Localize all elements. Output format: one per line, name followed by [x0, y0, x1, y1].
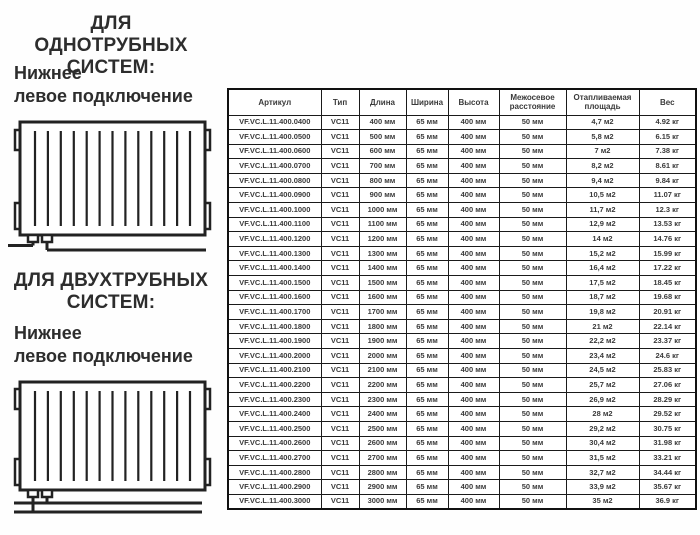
table-cell: 50 мм — [499, 203, 566, 218]
table-cell: VC11 — [321, 232, 359, 247]
table-cell: VC11 — [321, 363, 359, 378]
table-cell: 900 мм — [359, 188, 406, 203]
table-cell: 65 мм — [406, 188, 448, 203]
col-header-width: Ширина — [406, 89, 448, 115]
table-cell: 65 мм — [406, 363, 448, 378]
table-cell: VF.VC.L.11.400.2400 — [228, 407, 321, 422]
stub-left — [28, 235, 38, 242]
table-cell: 400 мм — [448, 451, 499, 466]
table-cell: 22,2 м2 — [566, 334, 639, 349]
table-cell: 50 мм — [499, 188, 566, 203]
table-cell: 23,4 м2 — [566, 349, 639, 364]
table-cell: 12,9 м2 — [566, 217, 639, 232]
table-cell: 65 мм — [406, 203, 448, 218]
table-cell: VC11 — [321, 203, 359, 218]
table-cell: 400 мм — [448, 305, 499, 320]
section2-title-line1: ДЛЯ ДВУХТРУБНЫХ — [13, 270, 209, 291]
table-cell: 400 мм — [448, 217, 499, 232]
section1-title-line2: СИСТЕМ: — [66, 57, 156, 78]
table-cell: 7 м2 — [566, 144, 639, 159]
table-cell: 15,2 м2 — [566, 246, 639, 261]
table-cell: 65 мм — [406, 494, 448, 509]
table-cell: VC11 — [321, 392, 359, 407]
table-cell: VF.VC.L.11.400.0400 — [228, 115, 321, 130]
section2-subtitle-line2: левое подключение — [14, 346, 193, 366]
table-cell: 9.84 кг — [639, 173, 696, 188]
table-cell: 50 мм — [499, 378, 566, 393]
table-cell: 25.83 кг — [639, 363, 696, 378]
table-row — [228, 276, 696, 291]
table-cell: 1600 мм — [359, 290, 406, 305]
table-cell: 400 мм — [448, 363, 499, 378]
table-cell: 50 мм — [499, 319, 566, 334]
table-cell: 400 мм — [448, 246, 499, 261]
table-cell: 65 мм — [406, 421, 448, 436]
table-cell: VF.VC.L.11.400.2100 — [228, 363, 321, 378]
table-cell: VC11 — [321, 130, 359, 145]
table-cell: VC11 — [321, 421, 359, 436]
table-cell: 400 мм — [448, 319, 499, 334]
table-cell: 50 мм — [499, 130, 566, 145]
table-cell: VC11 — [321, 217, 359, 232]
table-cell: 65 мм — [406, 217, 448, 232]
table-row — [228, 378, 696, 393]
table-cell: 65 мм — [406, 173, 448, 188]
table-cell: 2400 мм — [359, 407, 406, 422]
table-row — [228, 363, 696, 378]
table-cell: 65 мм — [406, 349, 448, 364]
table-cell: 65 мм — [406, 334, 448, 349]
table-cell: 65 мм — [406, 392, 448, 407]
table-cell: 1500 мм — [359, 276, 406, 291]
table-cell: 50 мм — [499, 421, 566, 436]
table-row — [228, 115, 696, 130]
table-cell: 13.53 кг — [639, 217, 696, 232]
table-cell: VF.VC.L.11.400.1000 — [228, 203, 321, 218]
table-cell: 5,8 м2 — [566, 130, 639, 145]
table-cell: VF.VC.L.11.400.2200 — [228, 378, 321, 393]
table-cell: 400 мм — [448, 232, 499, 247]
table-row — [228, 290, 696, 305]
table-cell: 2300 мм — [359, 392, 406, 407]
table-cell: 14 м2 — [566, 232, 639, 247]
section1-subtitle-line2: левое подключение — [14, 86, 193, 106]
table-cell: VC11 — [321, 173, 359, 188]
table-cell: 31,5 м2 — [566, 451, 639, 466]
table-cell: 12.3 кг — [639, 203, 696, 218]
table-cell: 65 мм — [406, 290, 448, 305]
table-cell: 50 мм — [499, 407, 566, 422]
col-header-weight: Вес — [639, 89, 696, 115]
table-cell: 50 мм — [499, 465, 566, 480]
table-cell: 50 мм — [499, 480, 566, 495]
table-cell: 50 мм — [499, 261, 566, 276]
table-cell: VF.VC.L.11.400.0600 — [228, 144, 321, 159]
table-cell: 1400 мм — [359, 261, 406, 276]
table-cell: 400 мм — [448, 261, 499, 276]
table-cell: 400 мм — [448, 130, 499, 145]
table-cell: 800 мм — [359, 173, 406, 188]
table-cell: 1000 мм — [359, 203, 406, 218]
table-cell: 1100 мм — [359, 217, 406, 232]
spec-table — [227, 88, 697, 510]
table-cell: VF.VC.L.11.400.0800 — [228, 173, 321, 188]
table-cell: VF.VC.L.11.400.1200 — [228, 232, 321, 247]
table-cell: VF.VC.L.11.400.1500 — [228, 276, 321, 291]
table-cell: 50 мм — [499, 436, 566, 451]
table-row — [228, 334, 696, 349]
table-cell: 50 мм — [499, 115, 566, 130]
table-cell: 400 мм — [448, 276, 499, 291]
table-cell: 2500 мм — [359, 421, 406, 436]
table-cell: VF.VC.L.11.400.1700 — [228, 305, 321, 320]
table-cell: VF.VC.L.11.400.2500 — [228, 421, 321, 436]
table-cell: 50 мм — [499, 363, 566, 378]
table-header-row — [228, 89, 696, 115]
table-cell: VF.VC.L.11.400.1400 — [228, 261, 321, 276]
table-cell: 36.9 кг — [639, 494, 696, 509]
col-header-article: Артикул — [228, 89, 321, 115]
radiator-diagram-single-pipe — [6, 114, 216, 256]
two-pipe-lines — [14, 497, 202, 512]
table-row — [228, 494, 696, 509]
table-cell: VC11 — [321, 144, 359, 159]
table-cell: 8,2 м2 — [566, 159, 639, 174]
table-cell: VF.VC.L.11.400.2300 — [228, 392, 321, 407]
table-cell: 19.68 кг — [639, 290, 696, 305]
table-cell: 50 мм — [499, 173, 566, 188]
table-cell: 50 мм — [499, 305, 566, 320]
table-cell: VF.VC.L.11.400.2000 — [228, 349, 321, 364]
table-cell: 50 мм — [499, 392, 566, 407]
table-cell: VF.VC.L.11.400.1300 — [228, 246, 321, 261]
table-cell: VF.VC.L.11.400.0500 — [228, 130, 321, 145]
section1-subtitle — [14, 62, 219, 108]
table-cell: 17.22 кг — [639, 261, 696, 276]
table-row — [228, 203, 696, 218]
table-body — [228, 115, 696, 509]
table-cell: 400 мм — [448, 407, 499, 422]
table-row — [228, 232, 696, 247]
table-cell: 21 м2 — [566, 319, 639, 334]
table-row — [228, 421, 696, 436]
table-cell: VC11 — [321, 480, 359, 495]
table-cell: 26,9 м2 — [566, 392, 639, 407]
table-cell: VC11 — [321, 378, 359, 393]
table-cell: 10,5 м2 — [566, 188, 639, 203]
table-row — [228, 159, 696, 174]
table-cell: VC11 — [321, 451, 359, 466]
section2-subtitle-line1: Нижнее — [14, 323, 82, 343]
table-cell: 65 мм — [406, 159, 448, 174]
table-cell: 700 мм — [359, 159, 406, 174]
table-cell: 2900 мм — [359, 480, 406, 495]
table-cell: 400 мм — [448, 334, 499, 349]
table-cell: 600 мм — [359, 144, 406, 159]
table-cell: 65 мм — [406, 232, 448, 247]
table-cell: 65 мм — [406, 436, 448, 451]
table-cell: 50 мм — [499, 159, 566, 174]
table-cell: VC11 — [321, 115, 359, 130]
col-header-type: Тип — [321, 89, 359, 115]
section1-subtitle-line1: Нижнее — [14, 63, 82, 83]
table-cell: 400 мм — [448, 173, 499, 188]
table-cell: VF.VC.L.11.400.1100 — [228, 217, 321, 232]
table-cell: 18.45 кг — [639, 276, 696, 291]
table-cell: 11,7 м2 — [566, 203, 639, 218]
table-cell: 1300 мм — [359, 246, 406, 261]
table-cell: 400 мм — [448, 421, 499, 436]
table-cell: 34.44 кг — [639, 465, 696, 480]
table-cell: 400 мм — [448, 144, 499, 159]
table-cell: 1700 мм — [359, 305, 406, 320]
table-cell: 33.21 кг — [639, 451, 696, 466]
stub-right — [42, 235, 52, 242]
table-row — [228, 130, 696, 145]
table-cell: 6.15 кг — [639, 130, 696, 145]
table-cell: VC11 — [321, 465, 359, 480]
table-row — [228, 217, 696, 232]
table-cell: 35.67 кг — [639, 480, 696, 495]
table-cell: 28.29 кг — [639, 392, 696, 407]
table-cell: 29.52 кг — [639, 407, 696, 422]
table-cell: 1900 мм — [359, 334, 406, 349]
table-cell: 65 мм — [406, 261, 448, 276]
table-cell: 65 мм — [406, 144, 448, 159]
table-cell: VC11 — [321, 159, 359, 174]
stub-left — [28, 490, 38, 497]
table-cell: VF.VC.L.11.400.2800 — [228, 465, 321, 480]
table-cell: VC11 — [321, 436, 359, 451]
table-cell: 50 мм — [499, 232, 566, 247]
table-cell: 65 мм — [406, 465, 448, 480]
table-row — [228, 246, 696, 261]
table-row — [228, 349, 696, 364]
table-row — [228, 173, 696, 188]
table-cell: 65 мм — [406, 276, 448, 291]
table-cell: 2800 мм — [359, 465, 406, 480]
table-cell: VF.VC.L.11.400.2700 — [228, 451, 321, 466]
table-cell: 400 мм — [448, 349, 499, 364]
radiator-diagram-two-pipe — [6, 374, 216, 522]
table-row — [228, 407, 696, 422]
table-cell: 30.75 кг — [639, 421, 696, 436]
table-cell: VF.VC.L.11.400.2600 — [228, 436, 321, 451]
col-header-heated-area: Отапливаемая площадь — [566, 89, 639, 115]
table-cell: VC11 — [321, 349, 359, 364]
table-cell: 15.99 кг — [639, 246, 696, 261]
table-row — [228, 144, 696, 159]
table-cell: 50 мм — [499, 217, 566, 232]
table-cell: 65 мм — [406, 115, 448, 130]
table-row — [228, 392, 696, 407]
table-row — [228, 451, 696, 466]
col-header-axis-distance: Межосевое расстояние — [499, 89, 566, 115]
section2-title-line2: СИСТЕМ: — [66, 292, 156, 313]
table-cell: 24,5 м2 — [566, 363, 639, 378]
table-cell: 35 м2 — [566, 494, 639, 509]
table-cell: 20.91 кг — [639, 305, 696, 320]
table-cell: 50 мм — [499, 494, 566, 509]
table-row — [228, 188, 696, 203]
table-cell: 50 мм — [499, 144, 566, 159]
table-cell: 31.98 кг — [639, 436, 696, 451]
table-cell: 400 мм — [448, 290, 499, 305]
table-cell: VC11 — [321, 246, 359, 261]
table-cell: 500 мм — [359, 130, 406, 145]
table-row — [228, 436, 696, 451]
table-cell: 29,2 м2 — [566, 421, 639, 436]
table-cell: 25,7 м2 — [566, 378, 639, 393]
table-cell: 400 мм — [448, 494, 499, 509]
table-cell: 65 мм — [406, 319, 448, 334]
table-cell: 50 мм — [499, 246, 566, 261]
table-cell: 1800 мм — [359, 319, 406, 334]
table-cell: 18,7 м2 — [566, 290, 639, 305]
table-cell: 2600 мм — [359, 436, 406, 451]
table-cell: 50 мм — [499, 276, 566, 291]
table-cell: 11.07 кг — [639, 188, 696, 203]
section2-subtitle — [14, 322, 219, 368]
section2-title — [12, 270, 210, 314]
table-cell: 65 мм — [406, 378, 448, 393]
table-cell: 23.37 кг — [639, 334, 696, 349]
table-cell: 50 мм — [499, 349, 566, 364]
table-cell: 17,5 м2 — [566, 276, 639, 291]
table-cell: VF.VC.L.11.400.0700 — [228, 159, 321, 174]
section1-title-line1: ДЛЯ ОДНОТРУБНЫХ — [34, 13, 188, 56]
table-cell: 16,4 м2 — [566, 261, 639, 276]
table-cell: 65 мм — [406, 451, 448, 466]
table-cell: 400 мм — [448, 436, 499, 451]
table-cell: 14.76 кг — [639, 232, 696, 247]
table-cell: 65 мм — [406, 305, 448, 320]
table-cell: VF.VC.L.11.400.1900 — [228, 334, 321, 349]
table-row — [228, 319, 696, 334]
table-cell: 30,4 м2 — [566, 436, 639, 451]
table-cell: 22.14 кг — [639, 319, 696, 334]
table-cell: VF.VC.L.11.400.1600 — [228, 290, 321, 305]
stub-right — [42, 490, 52, 497]
table-cell: 65 мм — [406, 246, 448, 261]
table-cell: VC11 — [321, 290, 359, 305]
table-cell: VF.VC.L.11.400.2900 — [228, 480, 321, 495]
table-cell: 50 мм — [499, 451, 566, 466]
table-cell: VC11 — [321, 276, 359, 291]
table-cell: 33,9 м2 — [566, 480, 639, 495]
table-cell: 65 мм — [406, 130, 448, 145]
table-cell: VC11 — [321, 319, 359, 334]
table-row — [228, 305, 696, 320]
table-cell: 400 мм — [359, 115, 406, 130]
table-cell: VC11 — [321, 334, 359, 349]
table-cell: VC11 — [321, 494, 359, 509]
table-cell: VF.VC.L.11.400.0900 — [228, 188, 321, 203]
table-cell: 27.06 кг — [639, 378, 696, 393]
table-cell: 8.61 кг — [639, 159, 696, 174]
table-cell: VC11 — [321, 261, 359, 276]
table-cell: 7.38 кг — [639, 144, 696, 159]
table-cell: VC11 — [321, 305, 359, 320]
table-cell: 32,7 м2 — [566, 465, 639, 480]
table-cell: 50 мм — [499, 334, 566, 349]
table-cell: 1200 мм — [359, 232, 406, 247]
table-cell: 400 мм — [448, 203, 499, 218]
table-row — [228, 480, 696, 495]
table-cell: 24.6 кг — [639, 349, 696, 364]
table-cell: 65 мм — [406, 407, 448, 422]
table-cell: 2700 мм — [359, 451, 406, 466]
table-cell: 19,8 м2 — [566, 305, 639, 320]
table-cell: 50 мм — [499, 290, 566, 305]
table-cell: VF.VC.L.11.400.1800 — [228, 319, 321, 334]
table-cell: 9,4 м2 — [566, 173, 639, 188]
table-cell: 400 мм — [448, 392, 499, 407]
table-cell: 4,7 м2 — [566, 115, 639, 130]
table-row — [228, 465, 696, 480]
col-header-length: Длина — [359, 89, 406, 115]
table-cell: 3000 мм — [359, 494, 406, 509]
table-cell: 400 мм — [448, 159, 499, 174]
table-cell: VF.VC.L.11.400.3000 — [228, 494, 321, 509]
table-cell: 4.92 кг — [639, 115, 696, 130]
table-cell: 400 мм — [448, 378, 499, 393]
table-cell: 2000 мм — [359, 349, 406, 364]
table-cell: 400 мм — [448, 480, 499, 495]
col-header-height: Высота — [448, 89, 499, 115]
table-cell: 65 мм — [406, 480, 448, 495]
table-cell: VC11 — [321, 188, 359, 203]
table-cell: 400 мм — [448, 115, 499, 130]
table-cell: 2200 мм — [359, 378, 406, 393]
table-cell: 28 м2 — [566, 407, 639, 422]
table-cell: 400 мм — [448, 188, 499, 203]
table-cell: 2100 мм — [359, 363, 406, 378]
table-cell: VC11 — [321, 407, 359, 422]
table-cell: 400 мм — [448, 465, 499, 480]
table-row — [228, 261, 696, 276]
